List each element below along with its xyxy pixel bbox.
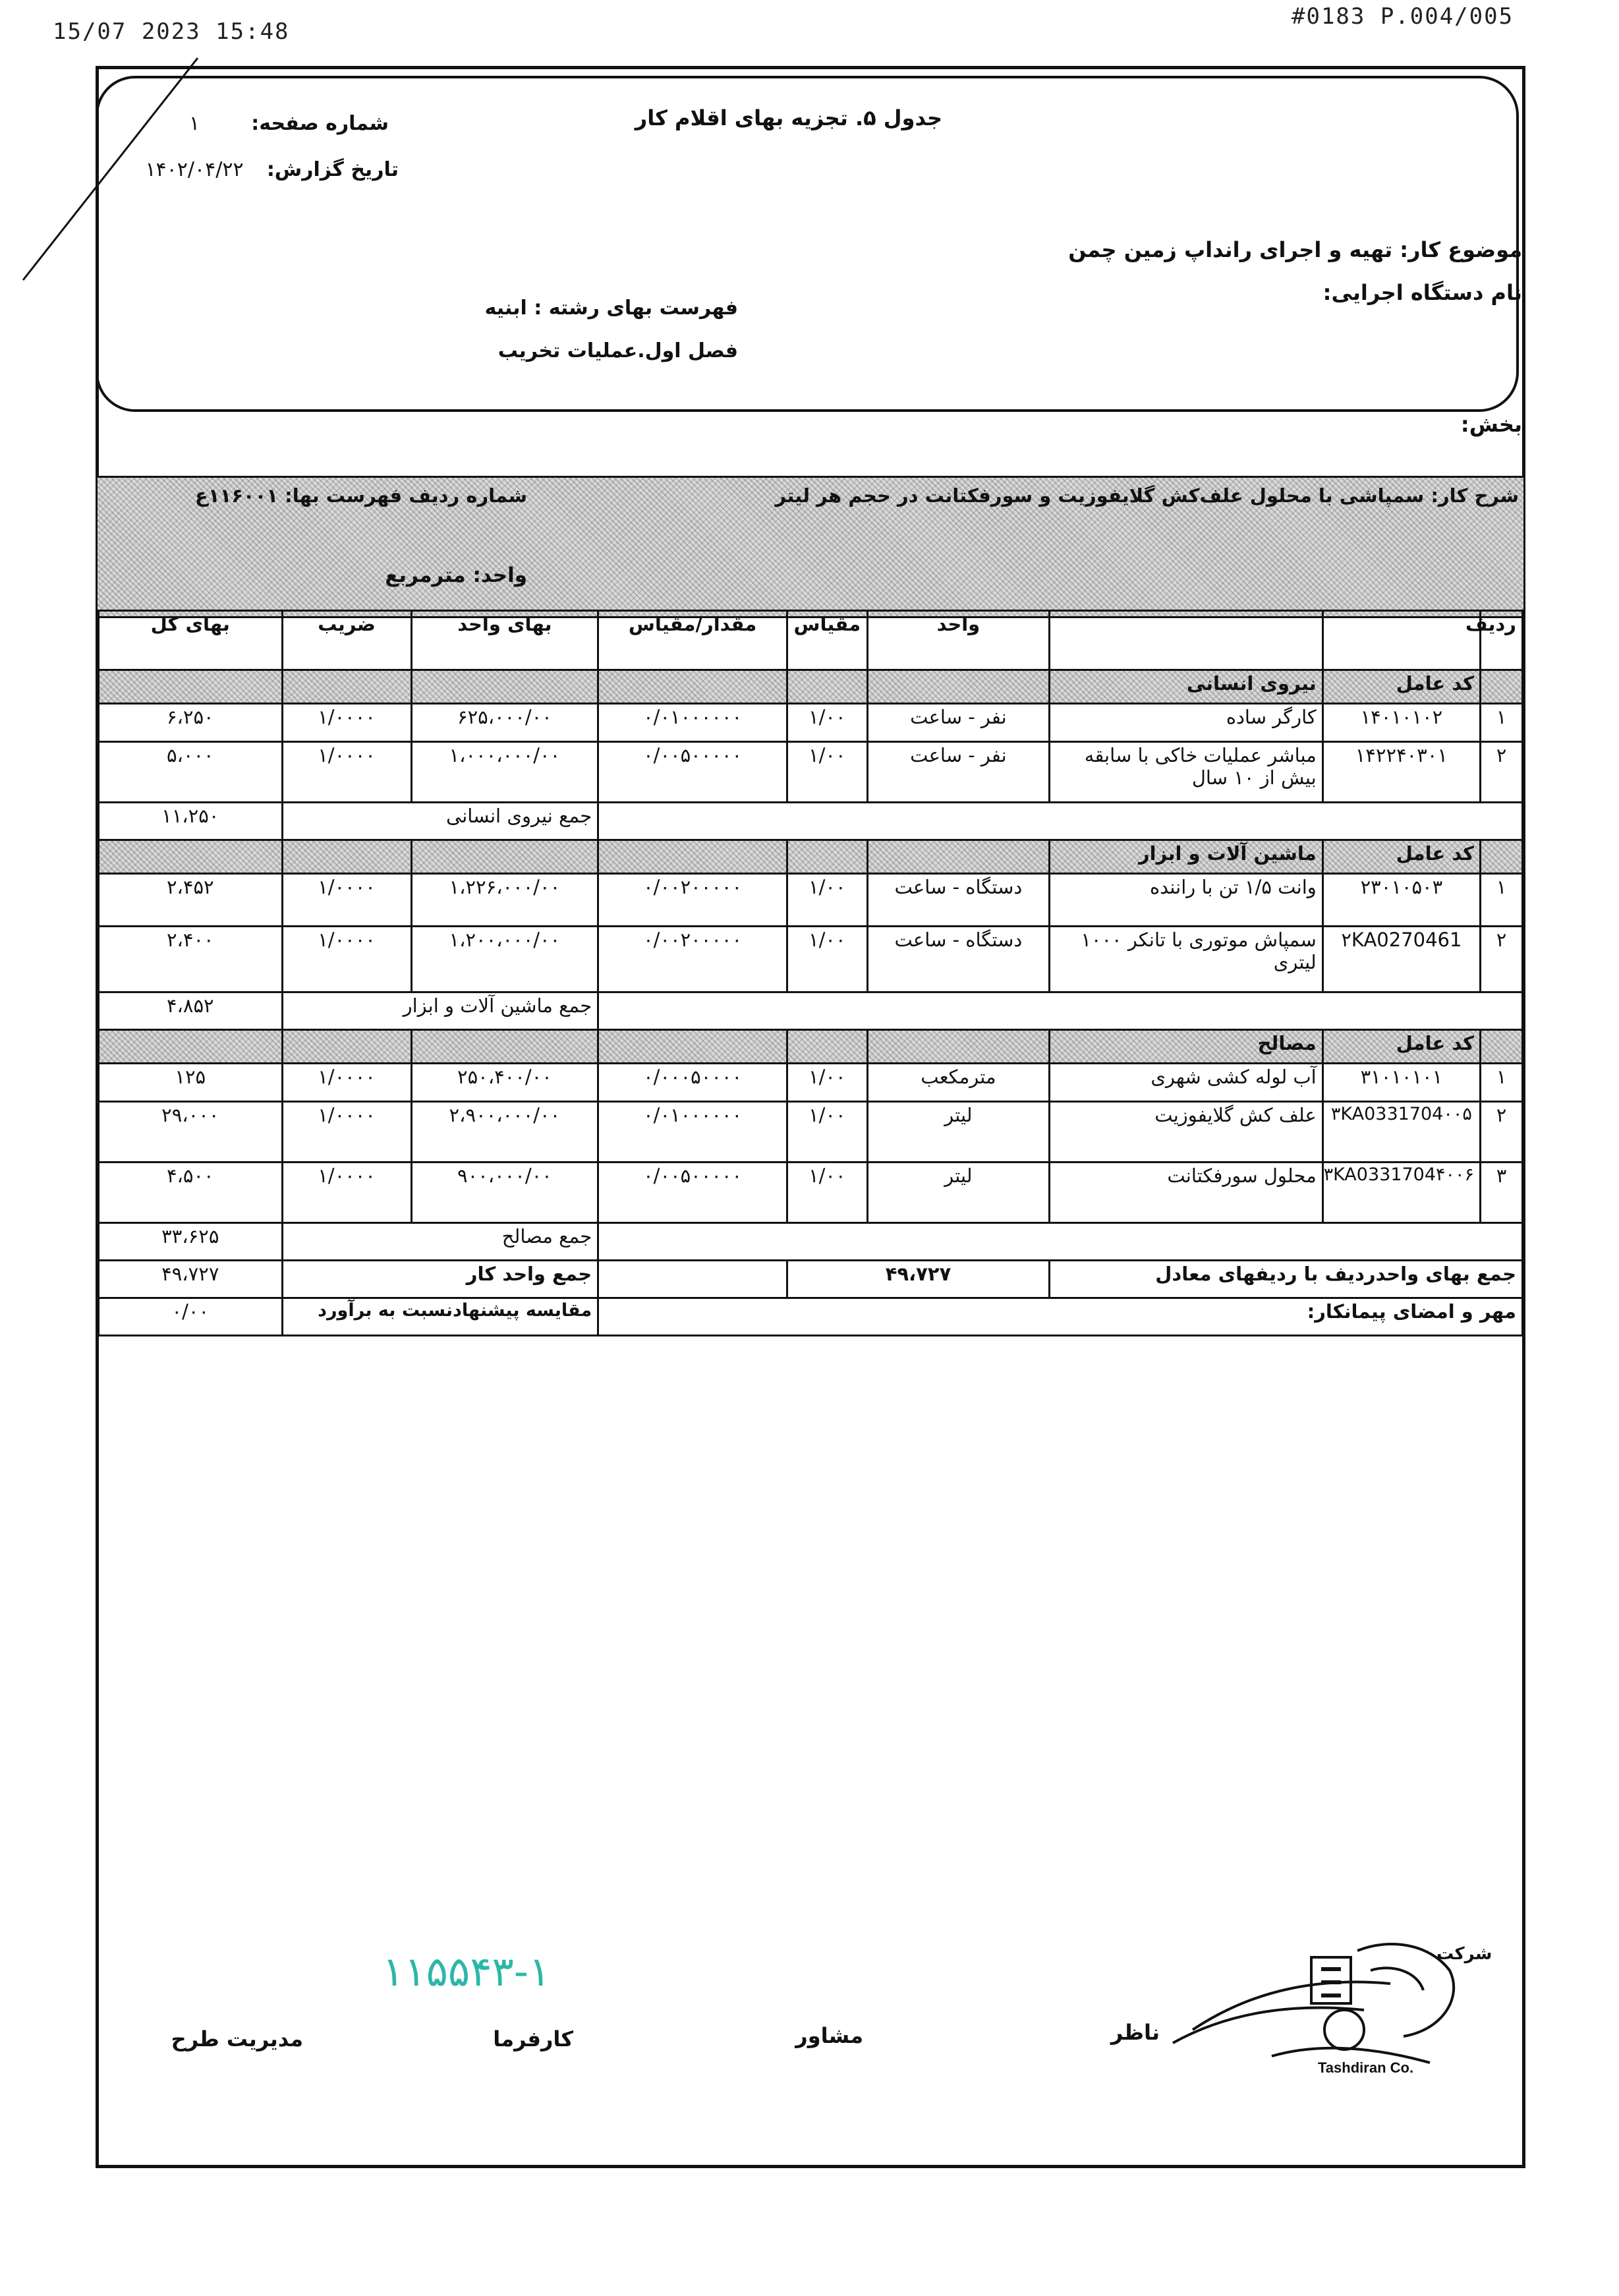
table-row	[99, 927, 1523, 992]
cell-factor: ۱/۰۰۰۰	[282, 1102, 411, 1162]
table-row	[99, 874, 1523, 927]
cell-unit-price: ۹۰۰،۰۰۰/۰۰	[411, 1162, 598, 1223]
cell-description: کارگر ساده	[1050, 704, 1323, 742]
cell-quantity: ۰/۰۰۲۰۰۰۰۰	[598, 927, 787, 992]
cell-total: ۵،۰۰۰	[99, 742, 283, 803]
cell-total: ۴،۵۰۰	[99, 1162, 283, 1223]
cell-total: ۲،۴۵۲	[99, 874, 283, 927]
equiv-label: جمع بهای واحدردیف با ردیفهای معادل	[1050, 1261, 1523, 1298]
section-label: بخش:	[1460, 412, 1522, 437]
cell-description: علف کش گلایفوزیت	[1050, 1102, 1323, 1162]
compare-label: مقایسه پیشنهادنسبت به برآورد	[282, 1298, 598, 1336]
cell-code: ۱۴۰۱۰۱۰۲	[1322, 704, 1480, 742]
col-measure: مقیاس	[787, 611, 867, 670]
cell-factor: ۱/۰۰۰۰	[282, 874, 411, 927]
cell-description: سمپاش موتوری با تانکر ۱۰۰۰ لیتری	[1050, 927, 1323, 992]
cost-breakdown-table	[98, 610, 1523, 1336]
cell-quantity: ۰/۰۱۰۰۰۰۰۰	[598, 1102, 787, 1162]
cell-unit: لیتر	[867, 1162, 1049, 1223]
cell-unit-price: ۶۲۵،۰۰۰/۰۰	[411, 704, 598, 742]
executive-label: نام دستگاه اجرایی:	[1322, 280, 1522, 305]
cell-measure: ۱/۰۰	[787, 742, 867, 803]
col-row: ردیف	[1481, 611, 1523, 670]
page-number-label: شماره صفحه:	[251, 112, 389, 135]
stamp-company: شرکت	[1436, 1944, 1492, 1964]
col-unit: واحد	[867, 611, 1049, 670]
section-code-header: کد عامل	[1322, 840, 1480, 874]
work-subject: موضوع کار: تهیه و اجرای رانداپ زمین چمن	[1068, 237, 1522, 262]
cell-quantity: ۰/۰۱۰۰۰۰۰۰	[598, 704, 787, 742]
compare-value: ۰/۰۰	[99, 1298, 283, 1336]
col-description	[1050, 611, 1323, 670]
cell-unit-price: ۲،۹۰۰،۰۰۰/۰۰	[411, 1102, 598, 1162]
cell-measure: ۱/۰۰	[787, 874, 867, 927]
cell-unit-price: ۱،۲۲۶،۰۰۰/۰۰	[411, 874, 598, 927]
sum-value: ۴،۸۵۲	[99, 992, 283, 1030]
cell-row: ۱	[1481, 874, 1523, 927]
sign-supervisor: ناظر	[1110, 2020, 1160, 2045]
unit-total-value: ۴۹،۷۲۷	[99, 1261, 283, 1298]
handwritten-number: ۱۱۵۵۴۳-۱	[382, 1947, 551, 1995]
cell-quantity: ۰/۰۰۲۰۰۰۰۰	[598, 874, 787, 927]
cell-row: ۲	[1481, 927, 1523, 992]
cell-factor: ۱/۰۰۰۰	[282, 1064, 411, 1102]
unit-total-label: جمع واحد کار	[282, 1261, 598, 1298]
contractor-sign-label: مهر و امضای پیمانکار:	[598, 1298, 1523, 1336]
stamp-brand: Tashdiran Co.	[1318, 2059, 1414, 2076]
cell-row: ۲	[1481, 742, 1523, 803]
table-row	[99, 742, 1523, 803]
cell-code: ۱۴۲۲۴۰۳۰۱	[1322, 742, 1480, 803]
section-sum-row	[99, 992, 1523, 1030]
cell-code: ۲KA0270461	[1322, 927, 1480, 992]
cell-factor: ۱/۰۰۰۰	[282, 742, 411, 803]
cell-code: ۲۳۰۱۰۵۰۳	[1322, 874, 1480, 927]
col-total: بهای کل	[99, 611, 283, 670]
cell-code: ۳KA0331704۴۰۰۶	[1322, 1162, 1480, 1223]
fax-datetime: 15/07 2023 15:48	[53, 18, 290, 45]
cell-quantity: ۰/۰۰۰۵۰۰۰۰	[598, 1064, 787, 1102]
cell-code: ۳KA0331704۰۰۵	[1322, 1102, 1480, 1162]
section-header	[99, 840, 1523, 874]
cell-unit-price: ۱،۰۰۰،۰۰۰/۰۰	[411, 742, 598, 803]
cell-measure: ۱/۰۰	[787, 1162, 867, 1223]
table-row	[99, 1102, 1523, 1162]
section-header	[99, 670, 1523, 704]
cell-row: ۳	[1481, 1162, 1523, 1223]
section-code-header: کد عامل	[1322, 1030, 1480, 1064]
equiv-value: ۴۹،۷۲۷	[787, 1261, 1049, 1298]
cell-measure: ۱/۰۰	[787, 927, 867, 992]
cell-unit: دستگاه - ساعت	[867, 874, 1049, 927]
cell-code: ۳۱۰۱۰۱۰۱	[1322, 1064, 1480, 1102]
cell-description: مباشر عملیات خاکی با سابقه بیش از ۱۰ سال	[1050, 742, 1323, 803]
section-header	[99, 1030, 1523, 1064]
section-code-header: کد عامل	[1322, 670, 1480, 704]
cell-total: ۲۹،۰۰۰	[99, 1102, 283, 1162]
chapter: فصل اول.عملیات تخریب	[497, 339, 738, 362]
section-sum-row	[99, 1223, 1523, 1261]
cell-measure: ۱/۰۰	[787, 704, 867, 742]
column-header-row	[99, 611, 1523, 670]
item-code: شماره ردیف فهرست بها: ۱۱۶۰۰۱ع	[195, 484, 527, 507]
page-number-value: ۱	[188, 112, 200, 135]
cell-unit-price: ۱،۲۰۰،۰۰۰/۰۰	[411, 927, 598, 992]
cell-row: ۲	[1481, 1102, 1523, 1162]
section-title: نیروی انسانی	[1050, 670, 1323, 704]
unit-total-row	[99, 1261, 1523, 1298]
cell-row: ۱	[1481, 704, 1523, 742]
col-unit-price: بهای واحد	[411, 611, 598, 670]
sum-label: جمع ماشین آلات و ابزار	[282, 992, 598, 1030]
sum-value: ۱۱،۲۵۰	[99, 803, 283, 840]
cell-total: ۱۲۵	[99, 1064, 283, 1102]
cell-unit-price: ۲۵۰،۴۰۰/۰۰	[411, 1064, 598, 1102]
cell-unit: لیتر	[867, 1102, 1049, 1162]
report-date-label: تاریخ گزارش:	[266, 158, 399, 181]
item-description: شرح کار: سمپاشی با محلول علف‌کش گلایفوزیت و سورفکتانت در حجم هر لیتر	[775, 484, 1519, 507]
table-row	[99, 704, 1523, 742]
cell-quantity: ۰/۰۰۵۰۰۰۰۰	[598, 1162, 787, 1223]
item-unit: واحد: مترمربع	[385, 563, 527, 587]
cell-factor: ۱/۰۰۰۰	[282, 704, 411, 742]
cell-measure: ۱/۰۰	[787, 1102, 867, 1162]
cell-factor: ۱/۰۰۰۰	[282, 927, 411, 992]
sign-employer: کارفرما	[493, 2026, 573, 2052]
sum-value: ۳۳،۶۲۵	[99, 1223, 283, 1261]
col-quantity: مقدار/مقیاس	[598, 611, 787, 670]
sum-label: جمع مصالح	[282, 1223, 598, 1261]
fax-page-ref: #0183 P.004/005	[1292, 3, 1514, 30]
cell-unit: دستگاه - ساعت	[867, 927, 1049, 992]
cell-total: ۶،۲۵۰	[99, 704, 283, 742]
report-title: جدول ۵. تجزیه بهای اقلام کار	[635, 105, 942, 130]
section-title: مصالح	[1050, 1030, 1323, 1064]
section-title: ماشین آلات و ابزار	[1050, 840, 1323, 874]
sum-label: جمع نیروی انسانی	[282, 803, 598, 840]
cell-unit: نفر - ساعت	[867, 704, 1049, 742]
compare-row	[99, 1298, 1523, 1336]
table-row	[99, 1162, 1523, 1223]
cell-description: آب لوله کشی شهری	[1050, 1064, 1323, 1102]
cell-unit: نفر - ساعت	[867, 742, 1049, 803]
col-factor: ضریب	[282, 611, 411, 670]
cell-factor: ۱/۰۰۰۰	[282, 1162, 411, 1223]
cell-row: ۱	[1481, 1064, 1523, 1102]
cell-measure: ۱/۰۰	[787, 1064, 867, 1102]
cell-unit: مترمکعب	[867, 1064, 1049, 1102]
cell-quantity: ۰/۰۰۵۰۰۰۰۰	[598, 742, 787, 803]
cell-description: وانت ۱/۵ تن با راننده	[1050, 874, 1323, 927]
price-list: فهرست بهای رشته : ابنیه	[484, 297, 738, 320]
sign-management: مدیریت طرح	[171, 2026, 303, 2052]
section-sum-row	[99, 803, 1523, 840]
report-date-value: ۱۴۰۲/۰۴/۲۲	[145, 158, 244, 181]
sign-consultant: مشاور	[795, 2023, 863, 2048]
table-row	[99, 1064, 1523, 1102]
cell-description: محلول سورفکتانت	[1050, 1162, 1323, 1223]
cell-total: ۲،۴۰۰	[99, 927, 283, 992]
